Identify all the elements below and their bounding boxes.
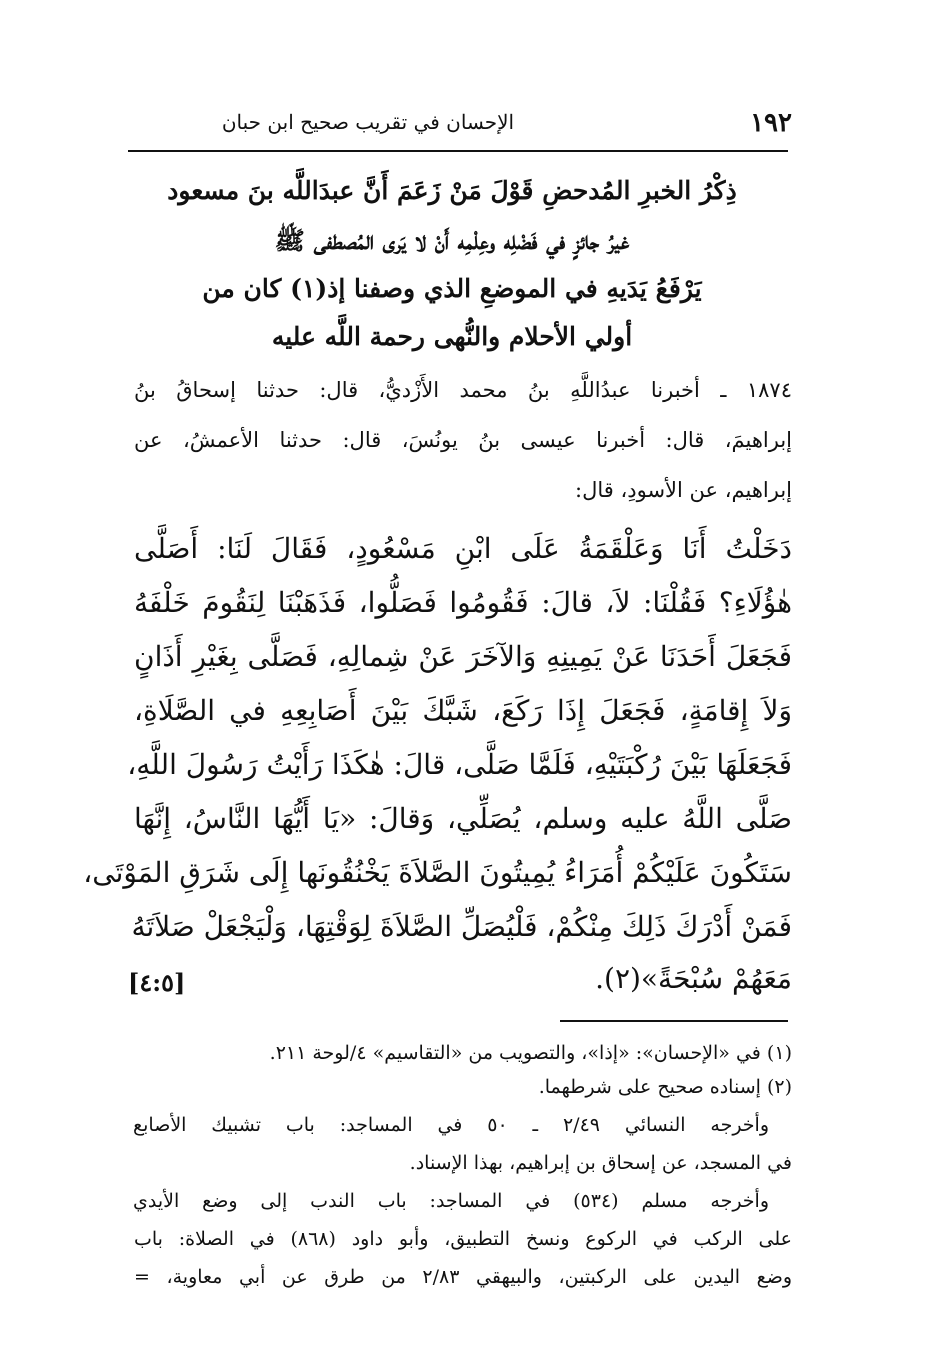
header-rule bbox=[128, 150, 788, 152]
matn-line: فَجَعَلَهَا بَيْنَ رُكْبَتَيْهِ، فَلَمَّا صَلَّى، قالَ: هٰكَذَا رَأَيْتُ رَسُولَ اللَّهِ، bbox=[127, 748, 792, 781]
isnad-line: ١٨٧٤ ـ أخبرنا عبدُاللَّهِ بنُ محمد الأَزْديُّ، قال: حدثنا إسحاقُ بنُ bbox=[134, 378, 792, 402]
footnote-rule bbox=[560, 1020, 788, 1022]
chapter-heading-line: أولي الأحلام والنُّهى رحمة اللَّه عليه bbox=[271, 322, 633, 351]
footnote-line: وأخرجه النسائي ٢/٤٩ ـ ٥٠ في المساجد: باب تشبيك الأصابع bbox=[133, 1114, 769, 1136]
footnote-line: وأخرجه مسلم (٥٣٤) في المساجد: باب الندب إلى وضع الأيدي bbox=[133, 1190, 770, 1212]
footnote-line: وضع اليدين على الركبتين، والبيهقي ٢/٨٣ من طرق عن أبي معاوية، = bbox=[134, 1266, 792, 1288]
matn-line: مَعَهُمْ سُبْحَةً»(٢). bbox=[595, 962, 792, 995]
matn-line: فَمَنْ أَدْرَكَ ذَلِكَ مِنْكُمْ، فَلْيُصَلِّ الصَّلاَةَ لِوَقْتِهَا، وَلْيَجْعَلْ صَلاَتَهُ bbox=[131, 910, 792, 943]
isnad-line: إبراهيمَ، قال: أخبرنا عيسى بنُ يونُسَ، قال: حدثنا الأعمشُ، عن bbox=[134, 428, 792, 452]
chapter-heading-line: غيرُ جائزٍ في فَضْلِه وعِلْمِه أَنْ لا يَرى المُصطفى ﷺ bbox=[274, 226, 630, 255]
isnad-line: إبراهيم، عن الأسودِ، قال: bbox=[575, 478, 792, 502]
footnote-line: (٢) إسناده صحيح على شرطهما. bbox=[538, 1076, 792, 1098]
hadith-reference: [٤:٥] bbox=[128, 968, 186, 997]
footnote-line: (١) في «الإحسان»: «إذا»، والتصويب من «التقاسيم» ٤/لوحة ٢١١. bbox=[269, 1042, 792, 1064]
chapter-heading-line: ذِكْرُ الخبرِ المُدحضِ قَوْلَ مَنْ زَعَمَ أَنَّ عبدَاللَّه بنَ مسعود bbox=[167, 176, 737, 205]
matn-line: هٰؤُلَاءِ؟ فَقُلْنَا: لاَ، قالَ: فَقُومُوا فَصَلُّوا، فَذَهَبْنَا لِنَقُومَ خَلْفَهُ bbox=[134, 586, 792, 619]
page-number: ١٩٢ bbox=[750, 108, 792, 138]
matn-line: دَخَلْتُ أَنَا وَعَلْقَمَةُ عَلَى ابْنِ مَسْعُودٍ، فَقَالَ لَنَا: أَصَلَّى bbox=[134, 532, 792, 565]
footnote-line: على الركب في الركوع ونسخ التطبيق، وأبو داود (٨٦٨) في الصلاة: باب bbox=[134, 1228, 793, 1250]
matn-line: سَتَكُونَ عَلَيْكُمْ أُمَرَاءُ يُمِيتُونَ الصَّلاَةَ يَخْنُقُونَها إِلَى شَرَقِ المَوْتَى، bbox=[83, 856, 792, 889]
matn-line: وَلاَ إِقامَةٍ، فَجَعَلَ إِذَا رَكَعَ، شَبَّكَ بَيْنَ أَصَابِعِهِ في الصَّلَاةِ، bbox=[134, 694, 792, 727]
running-title: الإحسان في تقريب صحيح ابن حبان bbox=[221, 110, 515, 134]
matn-line: صَلَّى اللَّهُ عليه وسلم، يُصَلِّي، وَقالَ: «يَا أَيُّهَا النَّاسُ، إِنَّهَا bbox=[134, 802, 792, 835]
footnote-line: في المسجد، عن إسحاق بن إبراهيم، بهذا الإسناد. bbox=[409, 1152, 792, 1174]
matn-line: فَجَعَلَ أَحَدَنَا عَنْ يَمِينِهِ وَالآخَرَ عَنْ شِمالِهِ، فَصَلَّى بِغَيْرِ أَذَانٍ bbox=[134, 640, 792, 673]
chapter-heading-line: يَرْفَعُ يَدَيهِ في الموضعِ الذي وصفنا إذ(١) كان من bbox=[202, 274, 702, 303]
